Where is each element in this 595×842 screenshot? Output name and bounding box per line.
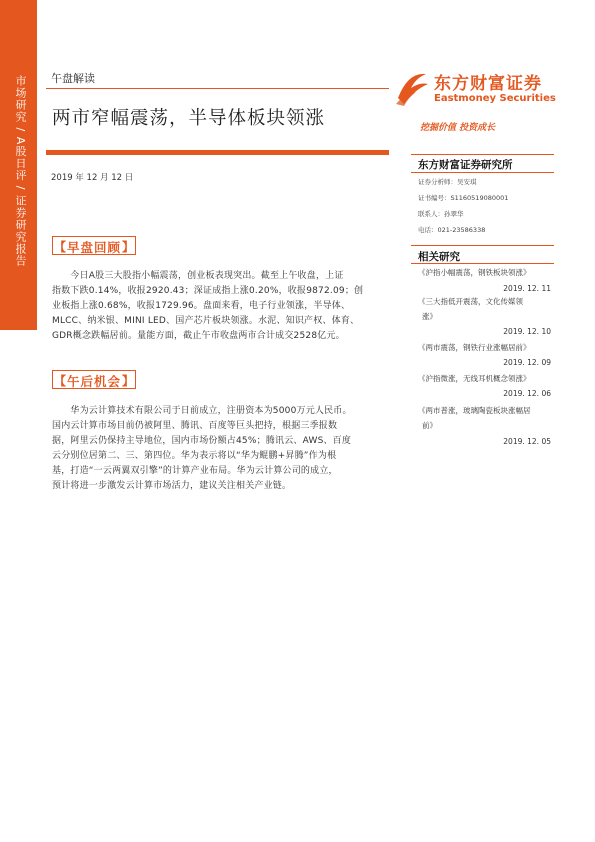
- slogan: 挖掘价值 投资成长: [420, 123, 496, 133]
- paragraph-line: 据，阿里云仍保持主导地位，国内市场份额占45%；腾讯云、AWS、百度: [52, 436, 352, 446]
- panel-divider: [411, 154, 554, 155]
- paragraph-line: MLCC、纳米银、MINI LED、国产芯片板块领涨。水泥、知识产权、体育、: [52, 316, 360, 326]
- sidebar-category: 市场研究 / A股日评 / 证券研究报告: [14, 75, 27, 267]
- report-date: 2019 年 12 月 12 日: [51, 173, 134, 183]
- related-item-date: 2019. 12. 09: [503, 358, 551, 367]
- section-title: 早盘回顾: [67, 240, 122, 255]
- doc-type: 午盘解读: [51, 72, 95, 85]
- header-divider: [46, 88, 389, 89]
- company-logo: [394, 66, 554, 110]
- certificate-number: 证书编号：S1160519080001: [418, 194, 509, 202]
- logo-mark-icon: [394, 68, 430, 108]
- paragraph-line: 云分别位居第二、三、第四位。华为表示将以“华为鲲鹏+昇腾”作为根: [52, 451, 337, 461]
- paragraph-line: 预计将进一步激发云计算市场活力，建议关注相关产业链。: [52, 481, 292, 491]
- related-item-title-cont[interactable]: 前》: [422, 421, 437, 430]
- related-item-title[interactable]: 《沪指小幅震荡，钢铁板块领涨》: [418, 268, 531, 277]
- panel-divider: [411, 245, 554, 246]
- institute-name: 东方财富证券研究所: [418, 159, 513, 171]
- related-item-date: 2019. 12. 05: [503, 437, 551, 446]
- related-item-title[interactable]: 《两市震荡，钢铁行业涨幅居前》: [418, 343, 531, 352]
- bracket-right: 】: [121, 240, 134, 254]
- logo-name-en: Eastmoney Securities: [434, 93, 556, 104]
- bracket-left: 【: [54, 374, 67, 388]
- logo-name-cn: 东方财富证券: [434, 74, 542, 94]
- related-item-date: 2019. 12. 10: [503, 327, 551, 336]
- contact-person: 联系人：孙翠华: [418, 210, 464, 218]
- contact-phone: 电话：021-23586338: [418, 226, 486, 234]
- sidebar-band: [0, 0, 37, 330]
- bracket-right: 】: [121, 374, 134, 388]
- related-item-title[interactable]: 《两市普涨，玻璃陶瓷板块涨幅居: [418, 406, 531, 415]
- panel-divider: [411, 263, 554, 264]
- paragraph-line: 业板指上涨0.68%，收报1729.96。盘面来看，电子行业领涨，半导体、: [52, 301, 351, 311]
- section-title: 午后机会: [67, 374, 122, 389]
- paragraph-line: 指数下跌0.14%，收报2920.43；深证成指上涨0.20%，收报9872.09；创: [52, 286, 364, 296]
- page-title: 两市窄幅震荡，半导体板块领涨: [52, 108, 326, 129]
- related-item-date: 2019. 12. 11: [503, 284, 551, 293]
- section-heading-morning: [52, 236, 136, 255]
- paragraph-line: 国内云计算市场目前仍被阿里、腾讯、百度等巨头把持，根据三季报数: [52, 421, 338, 431]
- paragraph-line: 基，打造“一云两翼双引擎”的计算产业布局。华为云计算公司的成立，: [52, 466, 338, 476]
- panel-divider: [411, 172, 554, 173]
- analyst-name: 证券分析师：吴安琪: [418, 178, 477, 186]
- related-item-title[interactable]: 《沪指微涨，无线耳机概念领涨》: [418, 374, 531, 383]
- bracket-left: 【: [54, 240, 67, 254]
- related-item-date: 2019. 12. 06: [503, 389, 551, 398]
- paragraph-line: GDR概念跌幅居前。量能方面，截止午市收盘两市合计成交2528亿元。: [52, 331, 345, 341]
- related-item-title-cont[interactable]: 涨》: [422, 312, 437, 321]
- related-item-title[interactable]: 《三大指低开震荡，文化传媒领: [418, 297, 523, 306]
- paragraph-line: 华为云计算技术有限公司于日前成立，注册资本为5000万元人民币。: [52, 406, 352, 416]
- section-heading-afternoon: [52, 370, 136, 389]
- title-underline: [46, 150, 389, 155]
- related-heading: 相关研究: [418, 251, 460, 263]
- paragraph-line: 今日A股三大股指小幅震荡，创业板表现突出。截至上午收盘，上证: [52, 271, 344, 281]
